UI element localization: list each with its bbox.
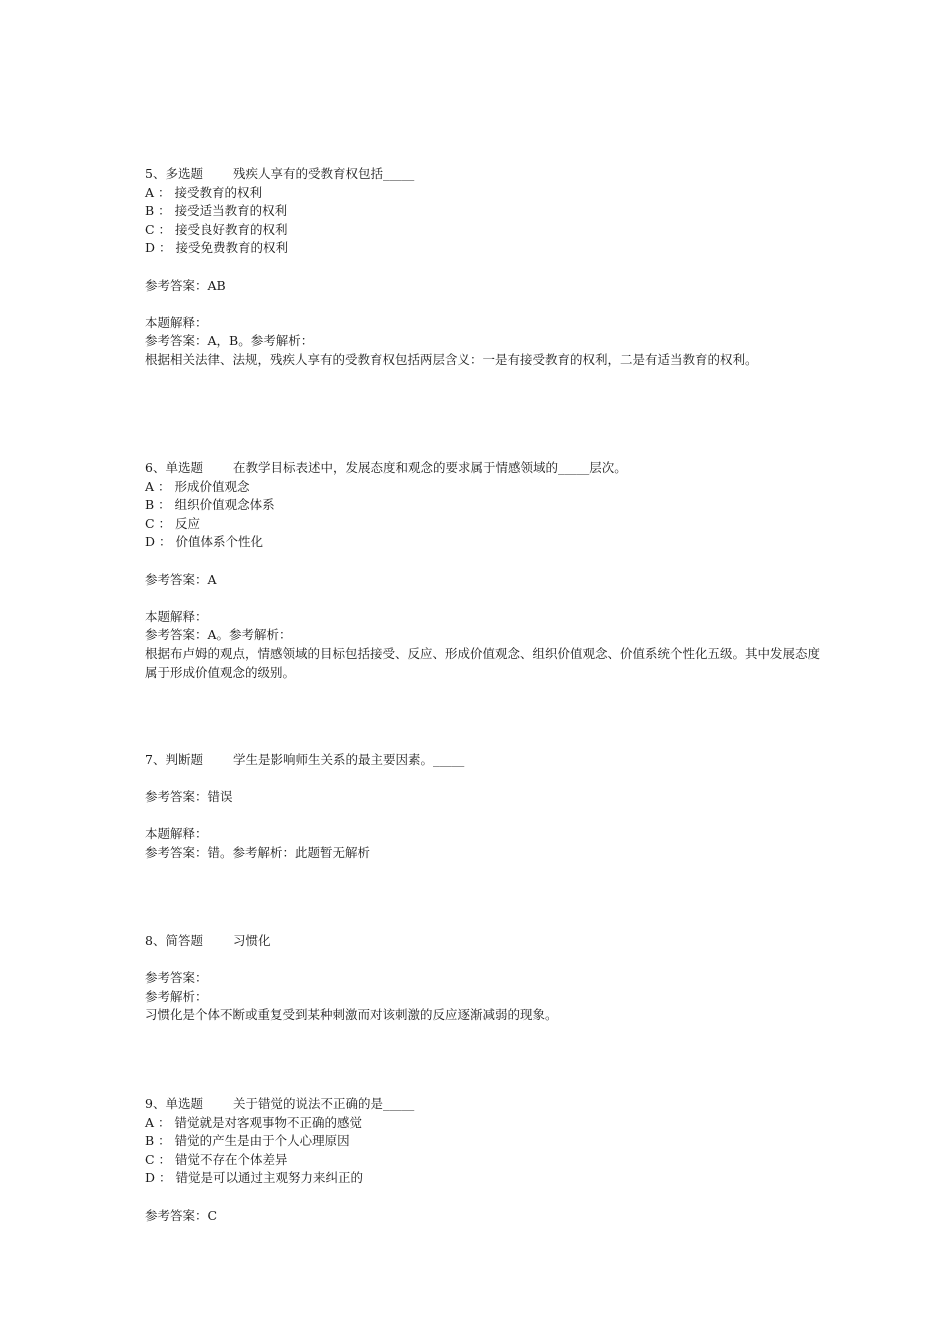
question-number: 8、 [145, 933, 166, 948]
option-d: D ： 接受免费教育的权利 [145, 240, 288, 256]
question-number: 7、 [145, 752, 166, 767]
question-header [145, 932, 825, 951]
question-9 [145, 1095, 825, 1225]
question-6 [145, 459, 825, 682]
question-header [145, 459, 825, 478]
analysis-text: 习惯化是个体不断或重复受到某种刺激而对该刺激的反应逐渐减弱的现象。 [145, 1007, 558, 1023]
reference-answer: 参考答案：AB [145, 277, 226, 293]
option-c: C ： 接受良好教育的权利 [145, 221, 288, 237]
question-number: 6、 [145, 460, 166, 475]
explanation-title: 本题解释： [145, 314, 208, 330]
question-type: 多选题 [165, 166, 203, 181]
option-c: C ： 反应 [145, 515, 201, 531]
question-8 [145, 932, 825, 1025]
explanation-text: 根据相关法律、法规，残疾人享有的受教育权包括两层含义：一是有接受教育的权利，二是有适当教育的权利。 [145, 351, 758, 367]
reference-answer: 参考答案：A [145, 571, 217, 587]
explanation-text: 根据布卢姆的观点，情感领域的目标包括接受、反应、形成价值观念、组织价值观念、价值系统个性化五级。其中发展态度属于形成价值观念的级别。 [145, 645, 821, 680]
question-type: 简答题 [165, 933, 203, 948]
question-5 [145, 165, 825, 370]
question-type: 单选题 [165, 460, 203, 475]
option-a: A ： 错觉就是对客观事物不正确的感觉 [145, 1114, 362, 1130]
option-d: D ： 错觉是可以通过主观努力来纠正的 [145, 1170, 363, 1186]
option-c: C ： 错觉不存在个体差异 [145, 1151, 288, 1167]
question-header [145, 1095, 825, 1114]
explanation-title: 本题解释： [145, 826, 208, 842]
explanation-title: 本题解释： [145, 608, 208, 624]
explanation-line: 参考答案：错。参考解析：此题暂无解析 [145, 844, 371, 860]
reference-answer: 参考答案：C [145, 1207, 218, 1223]
question-stem: 关于错觉的说法不正确的是_____ [232, 1096, 415, 1111]
question-type: 单选题 [165, 1096, 203, 1111]
option-b: B ： 错觉的产生是由于个人心理原因 [145, 1133, 350, 1149]
question-header [145, 751, 825, 770]
option-a: A ： 接受教育的权利 [145, 184, 262, 200]
explanation-line: 参考答案：A。参考解析： [145, 627, 292, 643]
option-b: B ： 组织价值观念体系 [145, 497, 275, 513]
reference-answer: 参考答案： [145, 970, 208, 986]
question-stem: 在教学目标表述中，发展态度和观念的要求属于情感领域的_____层次。 [232, 460, 627, 475]
question-stem: 学生是影响师生关系的最主要因素。_____ [232, 752, 465, 767]
analysis-title: 参考解析： [145, 988, 208, 1004]
option-a: A ： 形成价值观念 [145, 478, 250, 494]
question-stem: 残疾人享有的受教育权包括_____ [232, 166, 415, 181]
option-b: B ： 接受适当教育的权利 [145, 203, 288, 219]
question-header [145, 165, 825, 184]
explanation-line: 参考答案：A，B。参考解析： [145, 333, 314, 349]
question-type: 判断题 [165, 752, 203, 767]
question-stem: 习惯化 [232, 933, 271, 948]
question-7 [145, 751, 825, 863]
option-d: D ： 价值体系个性化 [145, 534, 263, 550]
question-number: 5、 [145, 166, 166, 181]
question-number: 9、 [145, 1096, 166, 1111]
reference-answer: 参考答案：错误 [145, 789, 233, 805]
